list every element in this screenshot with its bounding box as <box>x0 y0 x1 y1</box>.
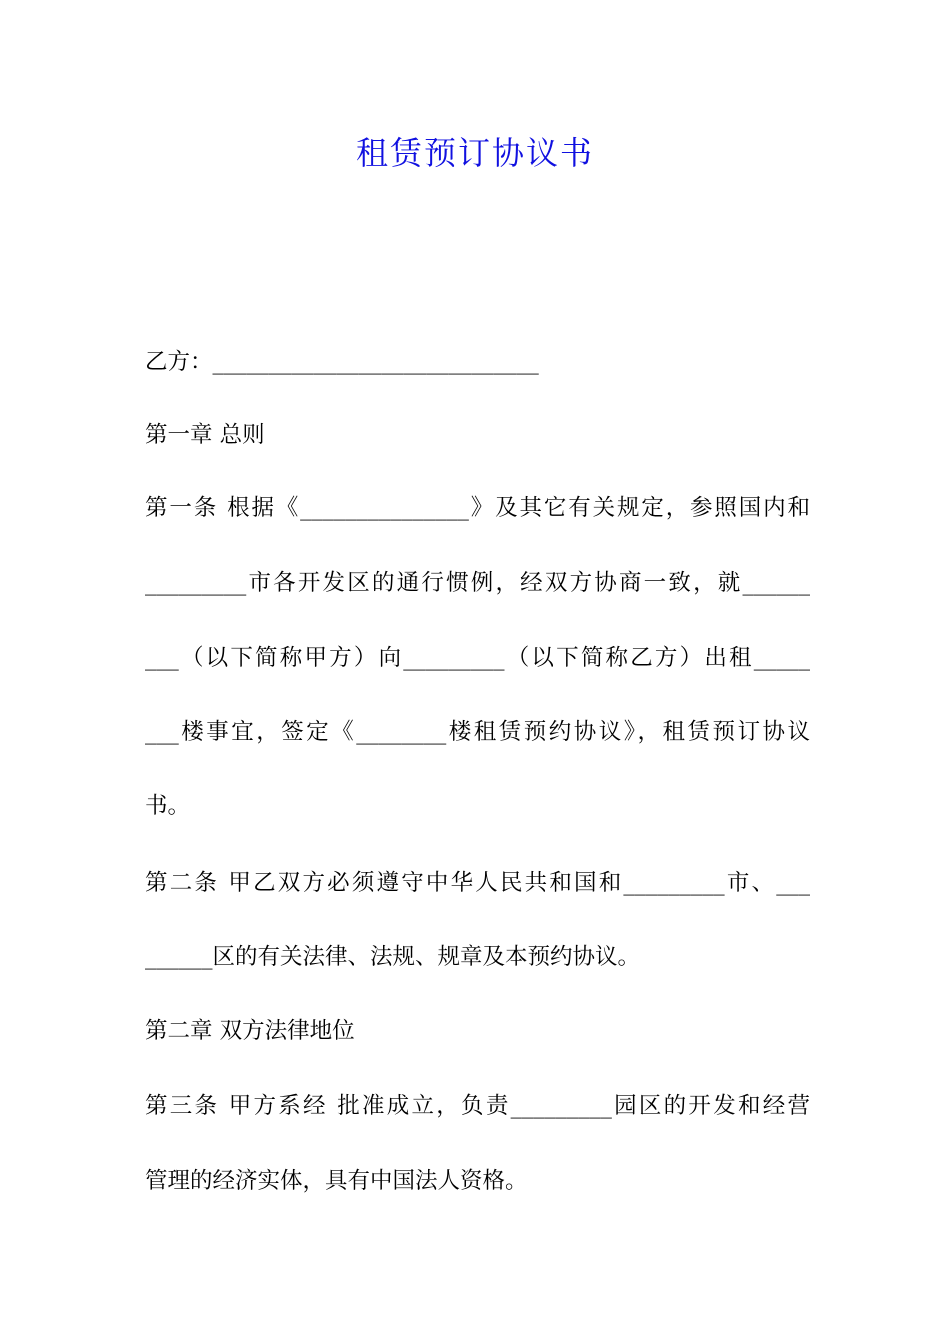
article-1-line-2: _________市各开发区的通行惯例，经双方协商一致，就______ <box>145 570 810 596</box>
article-3-line-1: 第三条 甲方系经 批准成立，负责_________园区的开发和经营 <box>145 1093 810 1119</box>
article-1-line-4: ___楼事宜，签定《________楼租赁预约协议》，租赁预订协议 <box>145 719 810 745</box>
article-2-line-2: ______区的有关法律、法规、规章及本预约协议。 <box>145 944 641 970</box>
article-2-line-1: 第二条 甲乙双方必须遵守中华人民共和国和_________市、___ <box>145 870 810 896</box>
chapter-1-heading: 第一章 总则 <box>145 422 265 448</box>
party-b-line: 乙方：_____________________________ <box>145 349 539 375</box>
article-1-line-5: 书。 <box>145 793 191 819</box>
article-1-line-3: ___（以下简称甲方）向_________（以下简称乙方）出租_____ <box>145 645 810 671</box>
article-1-line-1: 第一条 根据《_______________》及其它有关规定，参照国内和 <box>145 495 810 521</box>
document-title: 租赁预订协议书 <box>355 134 594 172</box>
chapter-2-heading: 第二章 双方法律地位 <box>145 1018 355 1044</box>
article-3-line-2: 管理的经济实体，具有中国法人资格。 <box>145 1168 528 1194</box>
